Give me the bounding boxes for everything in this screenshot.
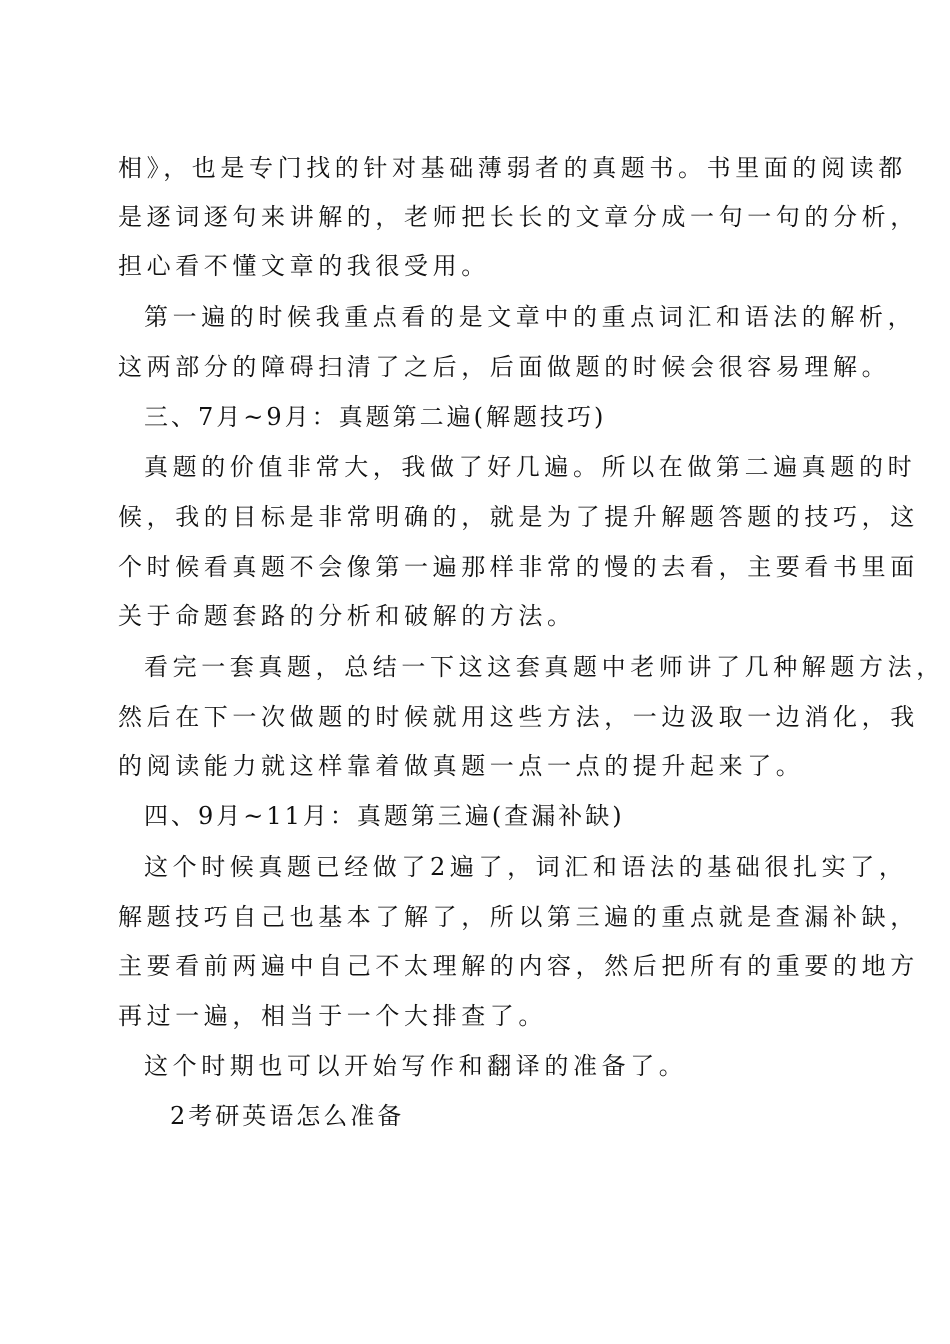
paragraph-line: 再过一遍，相当于一个大排查了。 (118, 1002, 547, 1030)
paragraph-line: 个时候看真题不会像第一遍那样非常的慢的去看，主要看书里面 (118, 553, 919, 581)
paragraph-line: 候，我的目标是非常明确的，就是为了提升解题答题的技巧，这 (118, 503, 919, 531)
paragraph-line: 第一遍的时候我重点看的是文章中的重点词汇和语法的解析， (144, 303, 917, 331)
paragraph-line: 相》，也是专门找的针对基础薄弱者的真题书。书里面的阅读都 (118, 154, 907, 182)
paragraph-line: 这两部分的障碍扫清了之后，后面做题的时候会很容易理解。 (118, 353, 891, 381)
paragraph-line: 的阅读能力就这样靠着做真题一点一点的提升起来了。 (118, 752, 805, 780)
paragraph-line: 担心看不懂文章的我很受用。 (118, 252, 490, 280)
paragraph-line: 看完一套真题，总结一下这这套真题中老师讲了几种解题方法， (144, 653, 945, 681)
paragraph-line: 这个时期也可以开始写作和翻译的准备了。 (144, 1052, 688, 1080)
paragraph-line: 真题的价值非常大，我做了好几遍。所以在做第二遍真题的时 (144, 453, 917, 481)
paragraph-line: 然后在下一次做题的时候就用这些方法，一边汲取一边消化，我 (118, 703, 919, 731)
paragraph-line: 是逐词逐句来讲解的，老师把长长的文章分成一句一句的分析， (118, 203, 919, 231)
paragraph-line: 这个时候真题已经做了2遍了，词汇和语法的基础很扎实了， (144, 853, 908, 881)
section-heading: 三、7月~9月：真题第二遍(解题技巧) (144, 403, 607, 431)
paragraph-line: 主要看前两遍中自己不太理解的内容，然后把所有的重要的地方 (118, 952, 919, 980)
section-heading: 四、9月~11月：真题第三遍(查漏补缺) (144, 802, 625, 830)
paragraph-line: 关于命题套路的分析和破解的方法。 (118, 602, 576, 630)
paragraph-line: 解题技巧自己也基本了解了，所以第三遍的重点就是查漏补缺， (118, 903, 919, 931)
section-title: 2考研英语怎么准备 (170, 1102, 405, 1130)
